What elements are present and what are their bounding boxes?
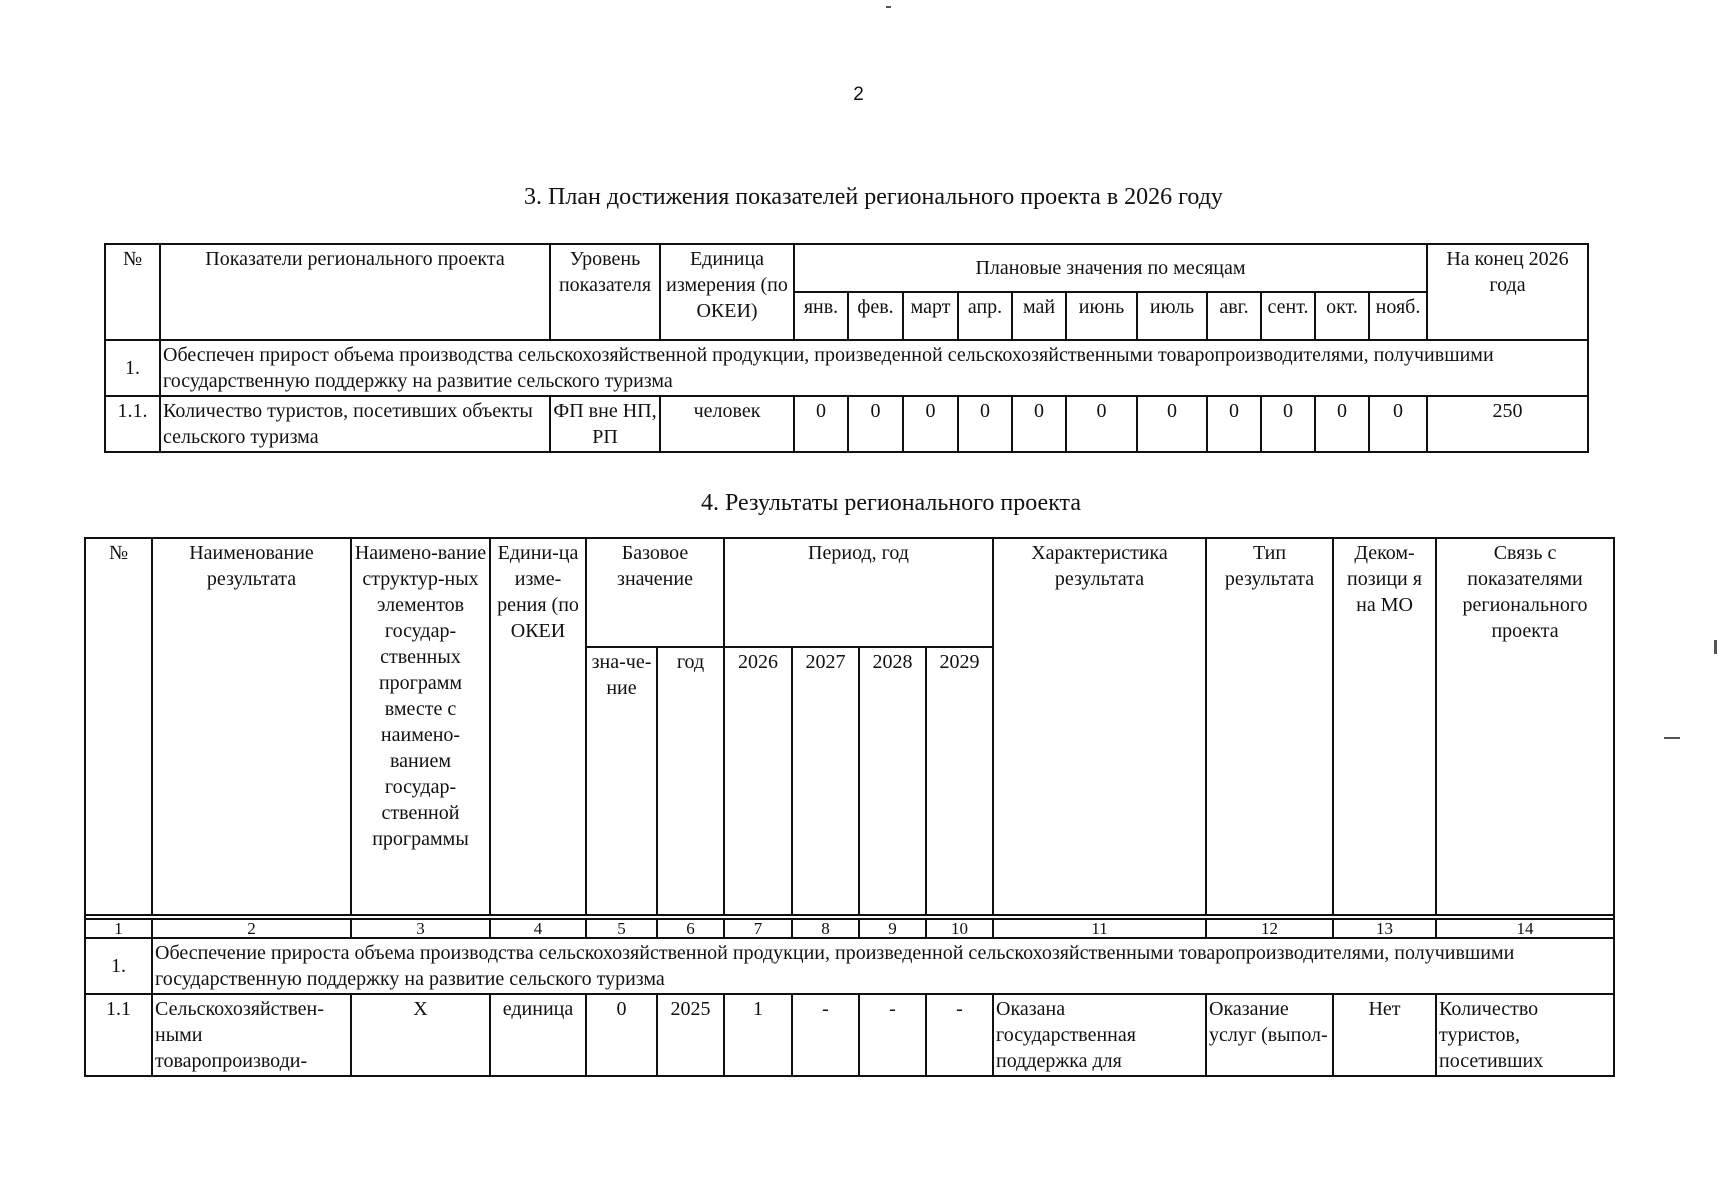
header-monthly: Плановые значения по месяцам (794, 244, 1427, 292)
column-numbers-row (85, 919, 1614, 938)
column-number: 14 (1436, 919, 1614, 938)
row-month-value: 0 (1315, 396, 1369, 452)
row-level: ФП вне НП, РП (550, 396, 660, 452)
row-structural: Х (351, 994, 490, 1076)
row-link: Количество туристов, посетивших (1436, 994, 1614, 1076)
header-month: июль (1137, 292, 1207, 340)
column-number: 3 (351, 919, 490, 938)
row-month-value: 0 (1369, 396, 1427, 452)
header-month: июнь (1066, 292, 1137, 340)
row-num: 1.1. (105, 396, 160, 452)
row-unit: единица (490, 994, 586, 1076)
header-decomposition: Деком-позици я на МО (1333, 538, 1436, 915)
column-number: 1 (85, 919, 152, 938)
section4-title: 4. Результаты регионального проекта (701, 490, 1081, 516)
header-unit: Едини-ца изме-рения (по ОКЕИ (490, 538, 586, 915)
header-indicator: Показатели регионального проекта (160, 244, 550, 340)
header-year-end: На конец 2026 года (1427, 244, 1588, 340)
row-decomposition: Нет (1333, 994, 1436, 1076)
scan-speck (1664, 737, 1680, 739)
group-text: Обеспечен прирост объема производства сельскохозяйственной продукции, произведенной сельскохозяйственными товаропроизводителями, получившими государственную поддержку на развитие сельского туризма (160, 340, 1588, 396)
header-month: май (1012, 292, 1066, 340)
header-num: № (105, 244, 160, 340)
row-month-value: 0 (1207, 396, 1261, 452)
header-month: март (903, 292, 958, 340)
section3-title: 3. План достижения показателей регионального проекта в 2026 году (524, 184, 1223, 210)
row-unit: человек (660, 396, 794, 452)
column-number: 6 (657, 919, 724, 938)
row-characteristic: Оказана государственная поддержка для (993, 994, 1206, 1076)
header-month: апр. (958, 292, 1012, 340)
row-num: 1.1 (85, 994, 152, 1076)
column-number: 9 (859, 919, 926, 938)
table-row (85, 994, 1614, 1076)
row-year-end: 250 (1427, 396, 1588, 452)
indicators-plan-table (104, 243, 1589, 453)
group-num: 1. (105, 340, 160, 396)
row-month-value: 0 (1066, 396, 1137, 452)
column-number: 2 (152, 919, 351, 938)
row-month-value: 0 (848, 396, 903, 452)
header-type: Тип результата (1206, 538, 1333, 915)
row-month-value: 0 (903, 396, 958, 452)
row-year-value: - (792, 994, 859, 1076)
header-base-value: зна-че-ние (586, 647, 657, 915)
header-year: 2027 (792, 647, 859, 915)
column-number: 8 (792, 919, 859, 938)
scan-speck (886, 6, 891, 8)
results-table (84, 537, 1615, 1077)
header-characteristic: Характеристика результата (993, 538, 1206, 915)
row-month-value: 0 (794, 396, 848, 452)
header-base: Базовое значение (586, 538, 724, 647)
header-month: нояб. (1369, 292, 1427, 340)
header-base-year: год (657, 647, 724, 915)
header-year: 2029 (926, 647, 993, 915)
header-unit: Единица измерения (по ОКЕИ) (660, 244, 794, 340)
column-number: 4 (490, 919, 586, 938)
header-month: авг. (1207, 292, 1261, 340)
row-type: Оказание услуг (выпол- (1206, 994, 1333, 1076)
column-number: 12 (1206, 919, 1333, 938)
row-indicator: Количество туристов, посетивших объекты сельского туризма (160, 396, 550, 452)
group-num: 1. (85, 938, 152, 994)
row-month-value: 0 (1261, 396, 1315, 452)
row-name: Сельскохозяйствен-ными товаропроизводи- (152, 994, 351, 1076)
header-year: 2026 (724, 647, 792, 915)
header-month: янв. (794, 292, 848, 340)
column-number: 11 (993, 919, 1206, 938)
column-number: 5 (586, 919, 657, 938)
row-year-value: 1 (724, 994, 792, 1076)
column-number: 13 (1333, 919, 1436, 938)
column-number: 10 (926, 919, 993, 938)
header-link: Связь с показателями регионального проекта (1436, 538, 1614, 915)
header-month: фев. (848, 292, 903, 340)
header-year: 2028 (859, 647, 926, 915)
group-text: Обеспечение прироста объема производства сельскохозяйственной продукции, произведенной сельскохозяйственными товаропроизводителями, получившими государственную поддержку на развитие сельского туризма (152, 938, 1614, 994)
row-month-value: 0 (1137, 396, 1207, 452)
header-num: № (85, 538, 152, 915)
column-number: 7 (724, 919, 792, 938)
table-row (105, 396, 1588, 452)
row-year-value: - (859, 994, 926, 1076)
page-number: 2 (853, 84, 864, 105)
row-base-year: 2025 (657, 994, 724, 1076)
header-month: сент. (1261, 292, 1315, 340)
header-month: окт. (1315, 292, 1369, 340)
header-name: Наименование результата (152, 538, 351, 915)
row-base-value: 0 (586, 994, 657, 1076)
row-year-value: - (926, 994, 993, 1076)
header-level: Уровень показателя (550, 244, 660, 340)
header-structural: Наимено-вание структур-ных элементов государ-ственных программ вместе с наимено-ванием государ-ственной программы (351, 538, 490, 915)
row-month-value: 0 (1012, 396, 1066, 452)
header-period: Период, год (724, 538, 993, 647)
row-month-value: 0 (958, 396, 1012, 452)
